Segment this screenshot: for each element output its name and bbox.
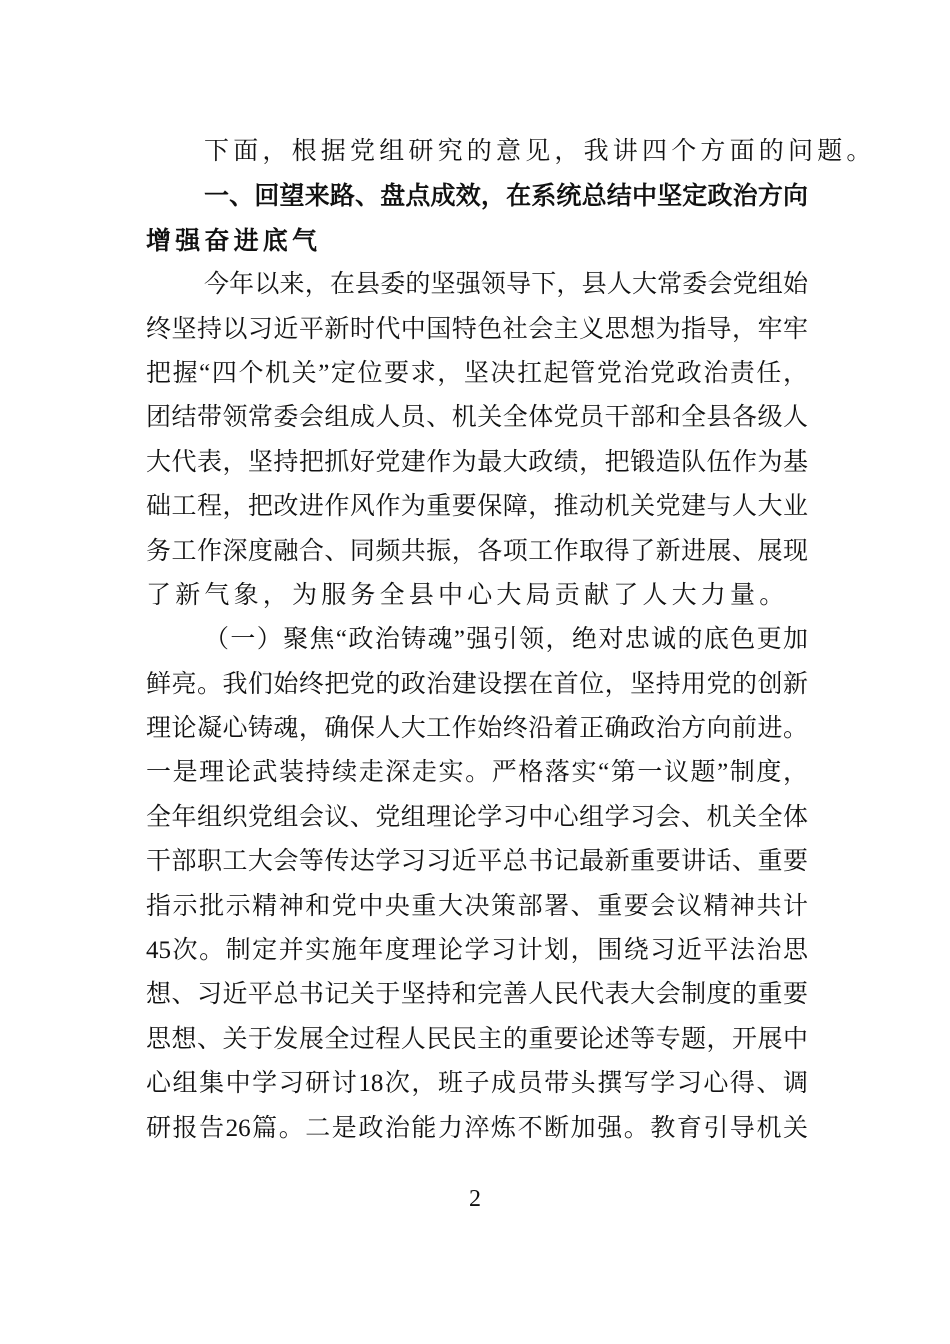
paragraph-line: 思想、关于发展全过程人民民主的重要论述等专题，开展中 bbox=[146, 1025, 808, 1053]
paragraph-line: 把握“四个机关”定位要求，坚决扛起管党治党政治责任， bbox=[146, 359, 808, 387]
paragraph-line: （一）聚焦“政治铸魂”强引领，绝对忠诚的底色更加 bbox=[204, 626, 808, 654]
paragraph-line: 45次。制定并实施年度理论学习计划，围绕习近平法治思 bbox=[146, 937, 808, 965]
paragraph-line: 大代表，坚持把抓好党建作为最大政绩，把锻造队伍作为基 bbox=[146, 448, 808, 476]
intro-line: 下面，根据党组研究的意见，我讲四个方面的问题。 bbox=[204, 138, 876, 165]
paragraph-line: 研报告26篇。二是政治能力淬炼不断加强。教育引导机关 bbox=[146, 1114, 808, 1142]
paragraph-line: 鲜亮。我们始终把党的政治建设摆在首位，坚持用党的创新 bbox=[146, 670, 808, 698]
paragraph-line: 想、习近平总书记关于坚持和完善人民代表大会制度的重要 bbox=[146, 981, 808, 1009]
paragraph-line: 指示批示精神和党中央重大决策部署、重要会议精神共计 bbox=[146, 892, 808, 920]
paragraph-line: 干部职工大会等传达学习习近平总书记最新重要讲话、重要 bbox=[146, 848, 808, 876]
paragraph-line: 今年以来，在县委的坚强领导下，县人大常委会党组始 bbox=[204, 271, 808, 299]
paragraph-line: 理论凝心铸魂，确保人大工作始终沿着正确政治方向前进。 bbox=[146, 715, 808, 743]
paragraph-line: 了新气象，为服务全县中心大局贡献了人大力量。 bbox=[146, 581, 789, 609]
paragraph-line: 务工作深度融合、同频共振，各项工作取得了新进展、展现 bbox=[146, 537, 808, 565]
paragraph-line: 础工程，把改进作风作为重要保障，推动机关党建与人大业 bbox=[146, 493, 808, 521]
paragraph-line: 全年组织党组会议、党组理论学习中心组学习会、机关全体 bbox=[146, 803, 808, 831]
paragraph-line: 终坚持以习近平新时代中国特色社会主义思想为指导，牢牢 bbox=[146, 315, 808, 343]
paragraph-line: 团结带领常委会组成人员、机关全体党员干部和全县各级人 bbox=[146, 404, 808, 432]
paragraph-line: 一是理论武装持续走深走实。严格落实“第一议题”制度， bbox=[146, 759, 808, 787]
page-number: 2 bbox=[469, 1186, 481, 1212]
section-heading-line: 增强奋进底气 bbox=[146, 225, 322, 255]
section-heading-line: 一、回望来路、盘点成效，在系统总结中坚定政治方向 bbox=[204, 181, 808, 211]
paragraph-line: 心组集中学习研讨18次，班子成员带头撰写学习心得、调 bbox=[146, 1070, 808, 1098]
document-page bbox=[146, 130, 876, 1151]
